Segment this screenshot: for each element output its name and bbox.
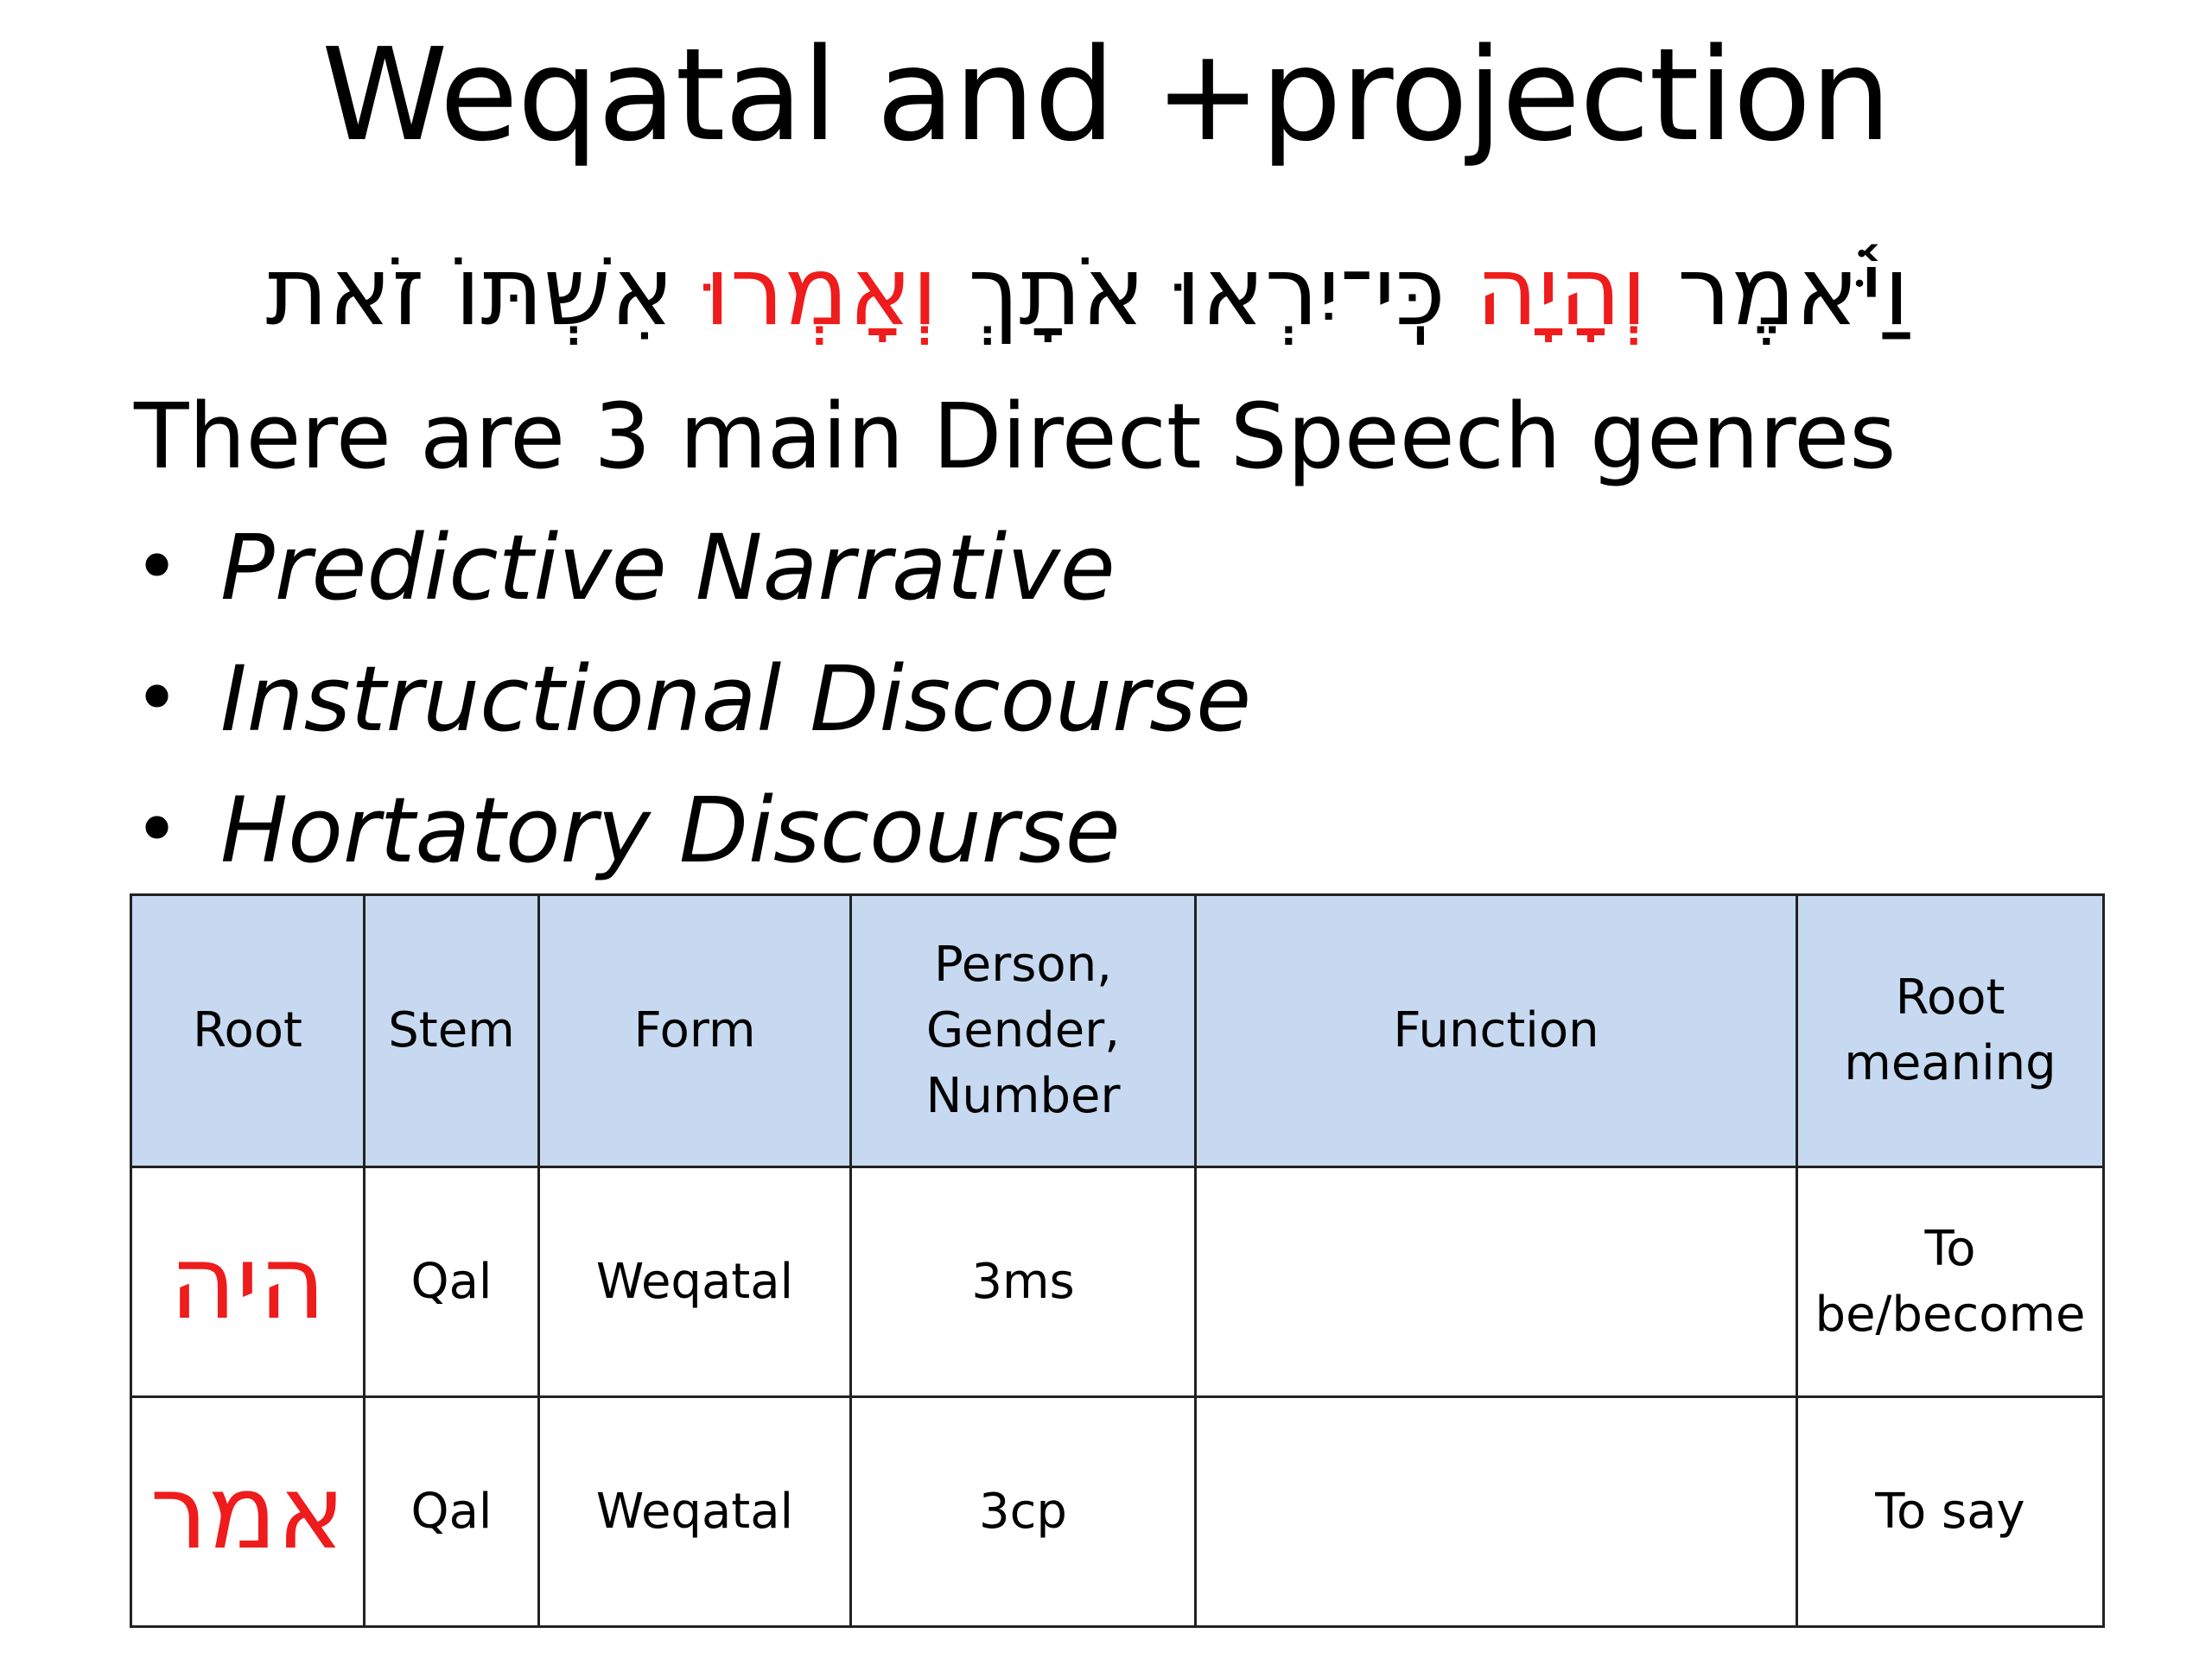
header-root: Root (131, 895, 365, 1167)
pgn-cell: 3ms (851, 1167, 1196, 1397)
hebrew-word-highlighted: וְאָמְרוּ (704, 236, 938, 346)
hebrew-verse (265, 226, 1910, 356)
genre-label: Instructional Discourse (220, 646, 1252, 752)
genre-label: Hortatory Discourse (220, 778, 1121, 883)
table-row (131, 1397, 2104, 1627)
bullet-icon: • (134, 653, 181, 744)
genre-label: Predictive Narrative (220, 515, 1116, 620)
genre-item (134, 643, 1251, 774)
parsing-table (130, 893, 2105, 1628)
bullet-icon: • (134, 785, 181, 875)
header-root-meaning: Root meaning (1797, 895, 2104, 1167)
hebrew-word-highlighted: וְהָיָה (1475, 236, 1648, 346)
table-row (131, 1167, 2104, 1397)
form-cell: Weqatal (539, 1397, 851, 1627)
stem-cell: Qal (365, 1397, 539, 1627)
header-form: Form (539, 895, 851, 1167)
root-cell: היה (131, 1167, 365, 1397)
meaning-cell: To say (1797, 1397, 2104, 1627)
hebrew-word: כִּֽי־יִרְאוּ (1175, 236, 1446, 346)
header-person-gender-number: Person, Gender, Number (851, 895, 1196, 1167)
hebrew-word: אֹתָךְ (968, 236, 1146, 346)
form-cell: Weqatal (539, 1167, 851, 1397)
function-cell[interactable] (1196, 1167, 1797, 1397)
genre-item (134, 774, 1251, 906)
hebrew-word: אִשְׁתּוֹ (454, 236, 675, 346)
slide-title: Weqatal and +projection (321, 21, 1891, 169)
table-header-row (131, 895, 2104, 1167)
genre-list (134, 512, 1251, 906)
genre-item (134, 512, 1251, 643)
hebrew-word: וַיֹּ֫אמֶר (1677, 236, 1910, 346)
root-cell: אמר (131, 1397, 365, 1627)
header-function: Function (1196, 895, 1797, 1167)
genres-intro: There are 3 main Direct Speech genres (134, 384, 1897, 489)
hebrew-word: זֹאת (265, 236, 425, 346)
function-cell[interactable] (1196, 1397, 1797, 1627)
header-stem: Stem (365, 895, 539, 1167)
stem-cell: Qal (365, 1167, 539, 1397)
meaning-cell: To be/become (1797, 1167, 2104, 1397)
pgn-cell: 3cp (851, 1397, 1196, 1627)
bullet-icon: • (134, 522, 181, 613)
